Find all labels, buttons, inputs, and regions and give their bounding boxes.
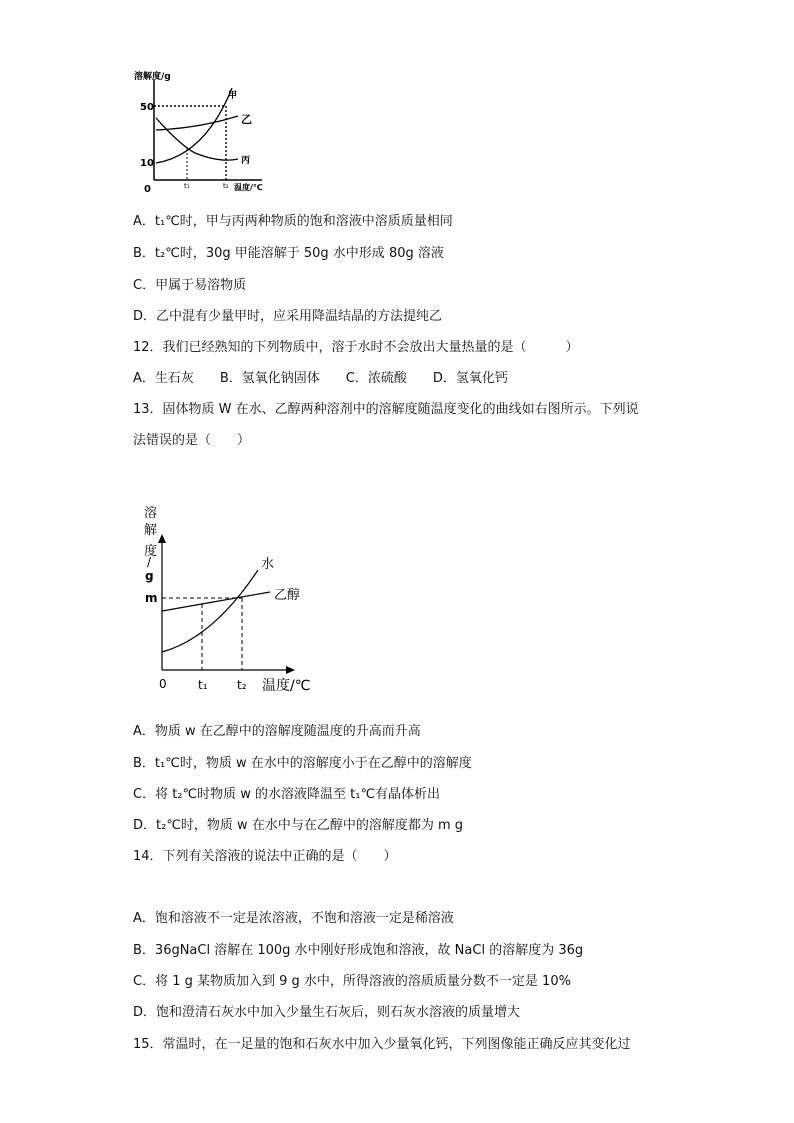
label-jia: 甲 — [228, 91, 238, 101]
q13-stem-line2: 法错误的是（ ） — [133, 433, 251, 448]
ylabel-char-4: / — [147, 555, 152, 569]
xtick-t2: t₂ — [237, 678, 247, 692]
solubility-chart-1 — [130, 70, 280, 195]
q11-option-d: D．乙中混有少量甲时，应采用降温结晶的方法提纯乙 — [133, 309, 443, 324]
label-water: 水 — [261, 557, 275, 572]
q14-option-c: C．将 1 g 某物质加入到 9 g 水中，所得溶液的溶质质量分数不一定是 10% — [133, 974, 571, 989]
q13-option-b: B．t₁℃时，物质 w 在水中的溶解度小于在乙醇中的溶解度 — [133, 756, 472, 771]
label-bing: 丙 — [241, 156, 251, 166]
xlabel-2: 温度/℃ — [262, 678, 311, 694]
q11-option-c: C．甲属于易溶物质 — [133, 278, 247, 293]
ylabel-char-3: 度 — [144, 544, 158, 559]
q13-option-d: D．t₂℃时，物质 w 在水中与在乙醇中的溶解度都为 m g — [133, 818, 463, 833]
curve-ethanol — [162, 592, 270, 611]
x-axis-arrow — [286, 666, 295, 674]
xlabel-1: 温度/℃ — [234, 183, 263, 192]
xtick-t1: t₁ — [198, 678, 208, 692]
ylabel-1: 溶解度/g — [134, 72, 171, 82]
q15-stem: 15．常温时，在一足量的饱和石灰水中加入少量氧化钙，下列图像能正确反应其变化过 — [133, 1037, 631, 1052]
ytick-50: 50 — [140, 102, 154, 113]
y-axis-arrow — [158, 534, 166, 543]
q14-option-d: D．饱和澄清石灰水中加入少量生石灰后，则石灰水溶液的质量增大 — [133, 1005, 521, 1020]
q13-option-c: C．将 t₂℃时物质 w 的水溶液降温至 t₁℃有晶体析出 — [133, 787, 441, 802]
curve-water — [162, 570, 258, 652]
q14-option-b: B．36gNaCl 溶解在 100g 水中刚好形成饱和溶液，故 NaCl 的溶解度为 36g — [133, 943, 584, 958]
label-yi: 乙 — [241, 113, 252, 126]
ylabel-char-5: g — [145, 569, 154, 583]
solubility-chart-2 — [138, 500, 338, 700]
q11-option-a: A．t₁℃时，甲与丙两种物质的饱和溶液中溶质质量相同 — [133, 214, 453, 229]
q11-option-b: B．t₂℃时，30g 甲能溶解于 50g 水中形成 80g 溶液 — [133, 246, 444, 261]
q14-stem: 14．下列有关溶液的说法中正确的是（ ） — [133, 849, 397, 864]
q12-stem: 12．我们已经熟知的下列物质中，溶于水时不会放出大量热量的是（ ） — [133, 340, 579, 355]
xtick-t1: t₁ — [184, 182, 190, 190]
ylabel-char-2: 解 — [144, 523, 158, 538]
xtick-t2: t₂ — [223, 182, 229, 190]
label-ethanol: 乙醇 — [274, 588, 301, 603]
ylabel-char-1: 溶 — [144, 506, 158, 521]
q12-options: A．生石灰 B．氢氧化钠固体 C．浓硫酸 D．氢氧化钙 — [133, 371, 508, 386]
ytick-m: m — [145, 591, 158, 605]
q13-stem-line1: 13．固体物质 W 在水、乙醇两种溶剂中的溶解度随温度变化的曲线如右图所示。下列说 — [133, 402, 639, 417]
q13-option-a: A．物质 w 在乙醇中的溶解度随温度的升高而升高 — [133, 724, 421, 739]
origin-1: 0 — [144, 184, 151, 195]
ytick-10: 10 — [140, 158, 154, 169]
origin-2: 0 — [159, 677, 167, 691]
q14-option-a: A．饱和溶液不一定是浓溶液，不饱和溶液一定是稀溶液 — [133, 911, 454, 926]
